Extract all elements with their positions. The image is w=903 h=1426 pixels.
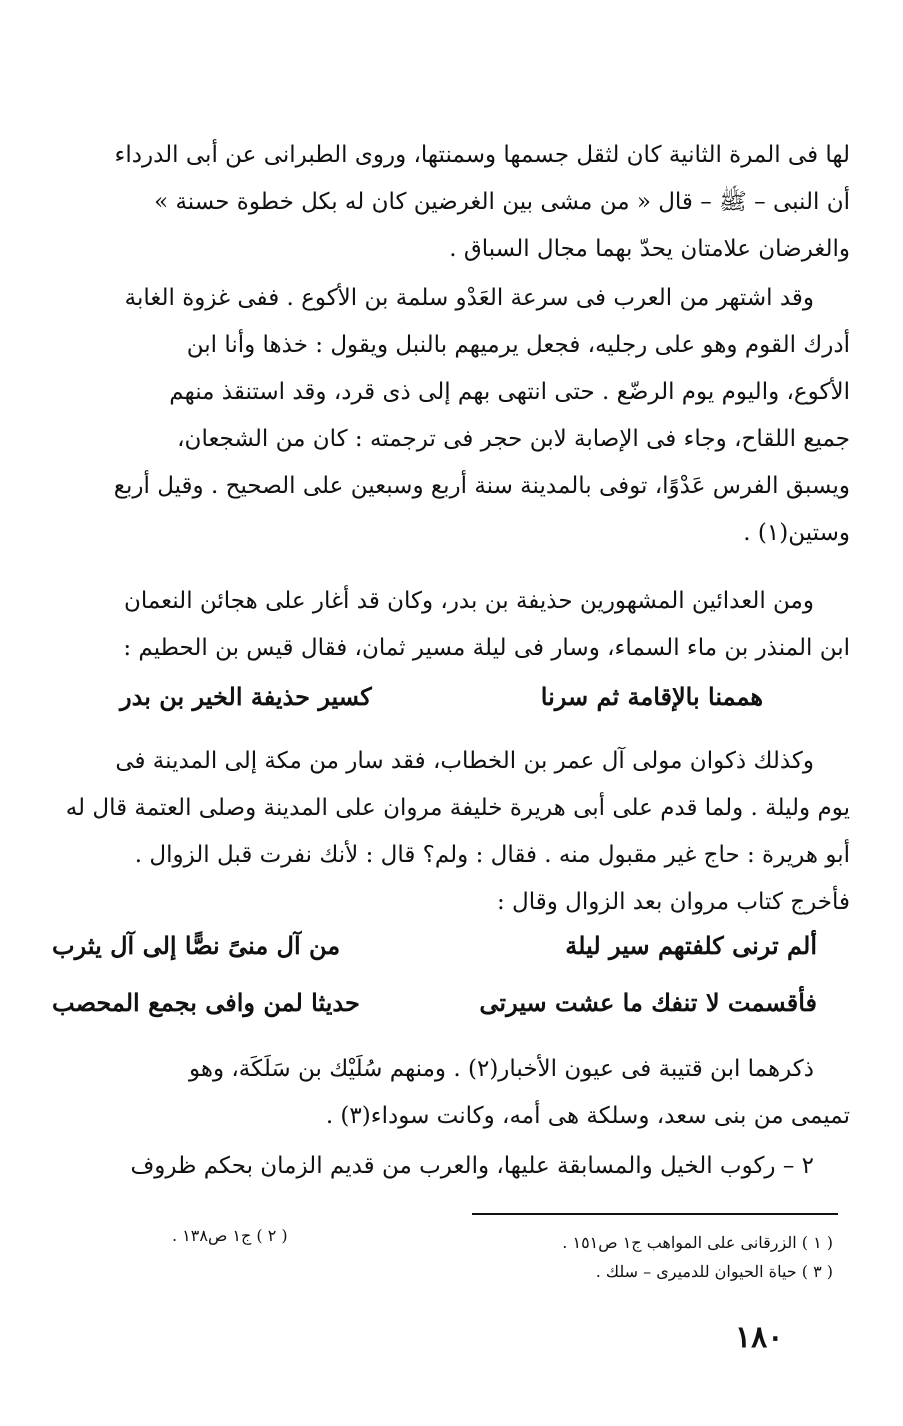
verse-3-right-hemistich: فأقسمت لا تنفك ما عشت سيرتى xyxy=(479,988,817,1017)
verse-2-left-hemistich: من آل منىً نصًّا إلى آل يثرب xyxy=(52,931,341,960)
text-line: لها فى المرة الثانية كان لثقل جسمها وسمنتها، وروى الطبرانى عن أبى الدرداء xyxy=(114,142,850,168)
text-line: يوم وليلة . ولما قدم على أبى هريرة خليفة مروان على المدينة وصلى العتمة قال له xyxy=(65,795,850,821)
footnote-2: ( ٢ ) ج١ ص١٣٨ . xyxy=(172,1226,288,1245)
paragraph-5 xyxy=(60,1046,850,1140)
text-line: جميع اللقاح، وجاء فى الإصابة لابن حجر فى ترجمته : كان من الشجعان، xyxy=(177,426,850,452)
paragraph-6 xyxy=(60,1143,850,1190)
text-line: ذكرهما ابن قتيبة فى عيون الأخبار(٢) . ومنهم سُلَيْك بن سَلَكَة، وهو xyxy=(188,1056,814,1082)
footnote-1: ( ١ ) الزرقانى على المواهب ج١ ص١٥١ . xyxy=(562,1233,833,1252)
text-line: والغرضان علامتان يحدّ بهما مجال السباق . xyxy=(449,236,850,262)
text-line: وكذلك ذكوان مولى آل عمر بن الخطاب، فقد سار من مكة إلى المدينة فى xyxy=(115,748,814,774)
text-line: تميمى من بنى سعد، وسلكة هى أمه، وكانت سوداء(٣) . xyxy=(325,1103,850,1129)
text-line: وقد اشتهر من العرب فى سرعة العَدْو سلمة بن الأكوع . ففى غزوة الغابة xyxy=(124,285,814,311)
paragraph-2 xyxy=(60,275,850,557)
text-line: ومن العدائين المشهورين حذيفة بن بدر، وكان قد أغار على هجائن النعمان xyxy=(123,588,814,614)
footnote-3: ( ٣ ) حياة الحيوان للدميرى – سلك . xyxy=(595,1262,833,1281)
paragraph-4 xyxy=(60,738,850,926)
verse-1-left-hemistich: كسير حذيفة الخير بن بدر xyxy=(120,682,372,711)
text-line: فأخرج كتاب مروان بعد الزوال وقال : xyxy=(496,889,850,915)
paragraph-1 xyxy=(60,132,850,273)
verse-2-right-hemistich: ألم ترنى كلفتهم سير ليلة xyxy=(565,931,817,960)
text-line: أدرك القوم وهو على رجليه، فجعل يرميهم بالنبل ويقول : خذها وأنا ابن xyxy=(186,332,850,358)
paragraph-3 xyxy=(60,578,850,672)
text-line: ويسبق الفرس عَدْوًا، توفى بالمدينة سنة أربع وسبعين على الصحيح . وقيل أربع xyxy=(113,473,850,499)
text-line: وستين(١) . xyxy=(743,520,850,546)
text-line: أن النبى – ﷺ – قال « من مشى بين الغرضين كان له بكل خطوة حسنة » xyxy=(154,189,850,215)
verse-3-left-hemistich: حديثا لمن وافى بجمع المحصب xyxy=(52,988,360,1017)
text-line: أبو هريرة : حاج غير مقبول منه . فقال : ولم؟ قال : لأنك نفرت قبل الزوال . xyxy=(134,842,850,868)
verse-1-right-hemistich: هممنا بالإقامة ثم سرنا xyxy=(540,682,763,711)
text-line: ابن المنذر بن ماء السماء، وسار فى ليلة مسير ثمان، فقال قيس بن الحطيم : xyxy=(123,635,850,661)
text-line: ٢ – ركوب الخيل والمسابقة عليها، والعرب من قديم الزمان بحكم ظروف xyxy=(130,1153,814,1179)
text-line: الأكوع، واليوم يوم الرضّع . حتى انتهى بهم إلى ذى قرد، وقد استنقذ منهم xyxy=(169,379,850,405)
page-number: ١٨٠ xyxy=(735,1320,784,1355)
footnote-divider xyxy=(472,1213,838,1215)
